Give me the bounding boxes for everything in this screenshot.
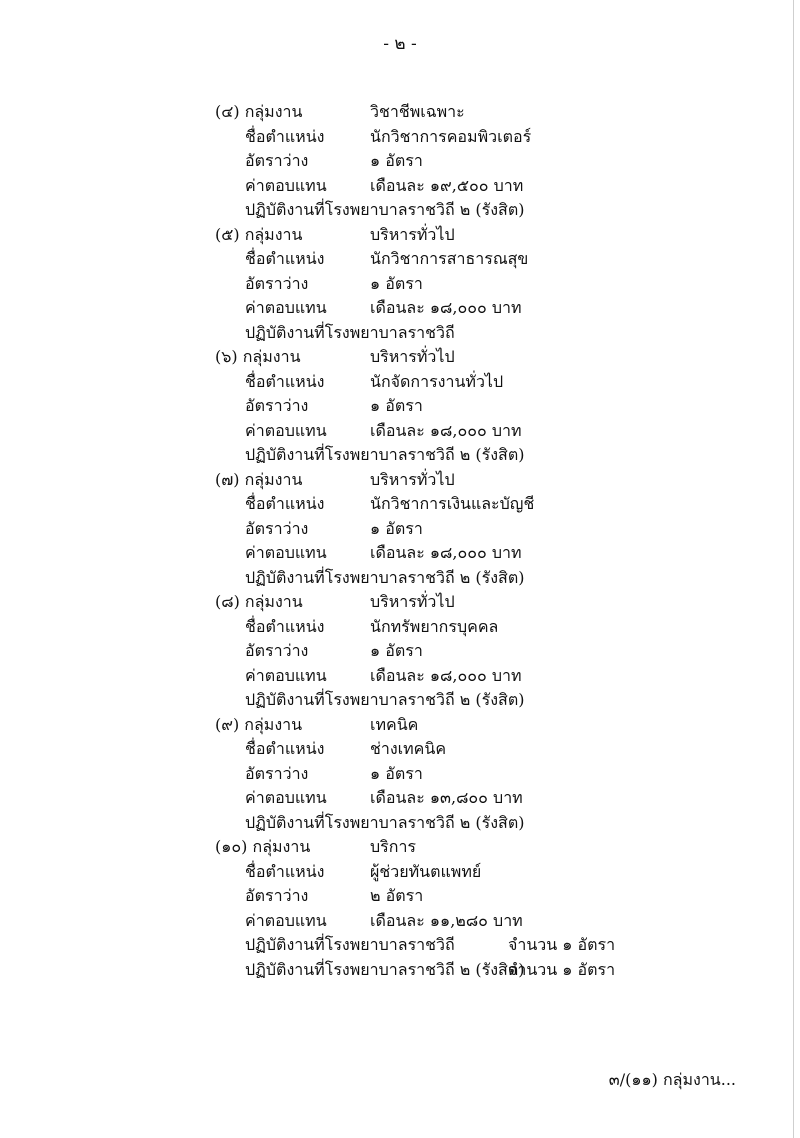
group-heading-row bbox=[0, 835, 800, 860]
salary-value: เดือนละ ๑๘,๐๐๐ บาท bbox=[370, 298, 522, 317]
position-row bbox=[0, 737, 800, 762]
group-value: บริหารทั่วไป bbox=[370, 469, 455, 489]
vacancy-value: ๑ อัตรา bbox=[370, 763, 423, 783]
position-value: นักวิชาการคอมพิวเตอร์ bbox=[370, 126, 532, 146]
vacancy-value: ๑ อัตรา bbox=[370, 641, 423, 660]
work-location: ปฏิบัติงานที่โรงพยาบาลราชวิถี bbox=[245, 322, 455, 342]
work-location-row bbox=[0, 443, 800, 468]
position-label: ชื่อตำแหน่ง bbox=[245, 616, 325, 636]
salary-label: ค่าตอบแทน bbox=[245, 420, 327, 440]
group-value: บริหารทั่วไป bbox=[370, 347, 455, 366]
salary-label: ค่าตอบแทน bbox=[245, 298, 327, 317]
salary-label: ค่าตอบแทน bbox=[245, 665, 327, 685]
vacancy-row bbox=[0, 394, 800, 419]
salary-value: เดือนละ ๑๙,๕๐๐ บาท bbox=[370, 175, 524, 195]
vacancy-row bbox=[0, 639, 800, 664]
salary-label: ค่าตอบแทน bbox=[245, 175, 327, 195]
position-list bbox=[0, 100, 800, 982]
group-number-label: (๙) กลุ่มงาน bbox=[215, 714, 303, 734]
group-number-label: (๖) กลุ่มงาน bbox=[215, 347, 301, 366]
work-location: ปฏิบัติงานที่โรงพยาบาลราชวิถี ๒ (รังสิต) bbox=[245, 567, 525, 587]
page-number: - ๒ - bbox=[383, 34, 417, 54]
vacancy-row bbox=[0, 762, 800, 787]
salary-label: ค่าตอบแทน bbox=[245, 788, 327, 807]
group-number-label: (๘) กลุ่มงาน bbox=[215, 592, 303, 611]
work-location-row bbox=[0, 321, 800, 346]
group-heading-row bbox=[0, 345, 800, 370]
group-heading-row bbox=[0, 590, 800, 615]
position-label: ชื่อตำแหน่ง bbox=[245, 861, 325, 881]
work-location: ปฏิบัติงานที่โรงพยาบาลราชวิถี ๒ (รังสิต) bbox=[245, 690, 525, 709]
salary-row bbox=[0, 786, 800, 811]
vacancy-row bbox=[0, 149, 800, 174]
work-location: ปฏิบัติงานที่โรงพยาบาลราชวิถี ๒ (รังสิต) bbox=[245, 445, 525, 464]
work-location: ปฏิบัติงานที่โรงพยาบาลราชวิถี ๒ (รังสิต) bbox=[245, 812, 525, 832]
work-location-row bbox=[0, 198, 800, 223]
work-location: ปฏิบัติงานที่โรงพยาบาลราชวิถี ๒ (รังสิต) bbox=[245, 200, 525, 219]
position-value: นักทรัพยากรบุคคล bbox=[370, 616, 499, 636]
work-location-row bbox=[0, 566, 800, 591]
salary-value: เดือนละ ๑๘,๐๐๐ บาท bbox=[370, 543, 522, 562]
salary-row bbox=[0, 419, 800, 444]
position-value: นักวิชาการเงินและบัญชี bbox=[370, 494, 535, 513]
salary-row bbox=[0, 909, 800, 934]
salary-value: เดือนละ ๑๘,๐๐๐ บาท bbox=[370, 420, 522, 440]
vacancy-label: อัตราว่าง bbox=[245, 886, 309, 905]
work-location-row bbox=[0, 933, 800, 958]
continuation-reference: ๓/(๑๑) กลุ่มงาน... bbox=[608, 1070, 736, 1089]
work-location-quantity: จำนวน ๑ อัตรา bbox=[508, 959, 616, 979]
vacancy-label: อัตราว่าง bbox=[245, 518, 309, 538]
work-location: ปฏิบัติงานที่โรงพยาบาลราชวิถี ๒ (รังสิต) bbox=[245, 959, 525, 979]
position-row bbox=[0, 615, 800, 640]
vacancy-label: อัตราว่าง bbox=[245, 273, 309, 293]
group-value: เทคนิค bbox=[370, 714, 419, 734]
position-label: ชื่อตำแหน่ง bbox=[245, 739, 325, 758]
position-row bbox=[0, 125, 800, 150]
position-row bbox=[0, 370, 800, 395]
group-value: บริหารทั่วไป bbox=[370, 224, 455, 244]
salary-row bbox=[0, 664, 800, 689]
work-location-row bbox=[0, 688, 800, 713]
vacancy-row bbox=[0, 517, 800, 542]
position-label: ชื่อตำแหน่ง bbox=[245, 126, 325, 146]
salary-value: เดือนละ ๑๘,๐๐๐ บาท bbox=[370, 665, 522, 685]
vacancy-row bbox=[0, 884, 800, 909]
work-location-row bbox=[0, 811, 800, 836]
salary-label: ค่าตอบแทน bbox=[245, 910, 327, 930]
work-location-row bbox=[0, 958, 800, 983]
salary-value: เดือนละ ๑๑,๒๘๐ บาท bbox=[370, 910, 523, 930]
salary-label: ค่าตอบแทน bbox=[245, 543, 327, 562]
salary-row bbox=[0, 174, 800, 199]
position-value: นักวิชาการสาธารณสุข bbox=[370, 249, 529, 268]
position-value: นักจัดการงานทั่วไป bbox=[370, 371, 504, 391]
vacancy-value: ๑ อัตรา bbox=[370, 151, 423, 170]
vacancy-label: อัตราว่าง bbox=[245, 763, 309, 783]
group-heading-row bbox=[0, 100, 800, 125]
vacancy-label: อัตราว่าง bbox=[245, 396, 309, 415]
vacancy-value: ๒ อัตรา bbox=[370, 886, 424, 905]
position-value: ช่างเทคนิค bbox=[370, 739, 447, 758]
vacancy-row bbox=[0, 272, 800, 297]
group-number-label: (๔) กลุ่มงาน bbox=[215, 102, 303, 121]
group-heading-row bbox=[0, 223, 800, 248]
group-number-label: (๕) กลุ่มงาน bbox=[215, 224, 303, 244]
position-label: ชื่อตำแหน่ง bbox=[245, 249, 325, 268]
vacancy-value: ๑ อัตรา bbox=[370, 273, 423, 293]
group-heading-row bbox=[0, 468, 800, 493]
position-label: ชื่อตำแหน่ง bbox=[245, 371, 325, 391]
position-value: ผู้ช่วยทันตแพทย์ bbox=[370, 861, 482, 881]
vacancy-label: อัตราว่าง bbox=[245, 151, 309, 170]
position-row bbox=[0, 247, 800, 272]
position-row bbox=[0, 860, 800, 885]
group-heading-row bbox=[0, 713, 800, 738]
group-number-label: (๗) กลุ่มงาน bbox=[215, 469, 303, 489]
group-value: บริหารทั่วไป bbox=[370, 592, 455, 611]
vacancy-value: ๑ อัตรา bbox=[370, 396, 423, 415]
work-location: ปฏิบัติงานที่โรงพยาบาลราชวิถี bbox=[245, 935, 455, 954]
salary-row bbox=[0, 296, 800, 321]
position-row bbox=[0, 492, 800, 517]
salary-row bbox=[0, 541, 800, 566]
salary-value: เดือนละ ๑๓,๘๐๐ บาท bbox=[370, 788, 523, 807]
group-value: วิชาชีพเฉพาะ bbox=[370, 102, 465, 121]
group-number-label: (๑๐) กลุ่มงาน bbox=[215, 837, 311, 856]
group-value: บริการ bbox=[370, 837, 417, 856]
vacancy-value: ๑ อัตรา bbox=[370, 518, 423, 538]
work-location-quantity: จำนวน ๑ อัตรา bbox=[508, 935, 616, 954]
position-label: ชื่อตำแหน่ง bbox=[245, 494, 325, 513]
vacancy-label: อัตราว่าง bbox=[245, 641, 309, 660]
